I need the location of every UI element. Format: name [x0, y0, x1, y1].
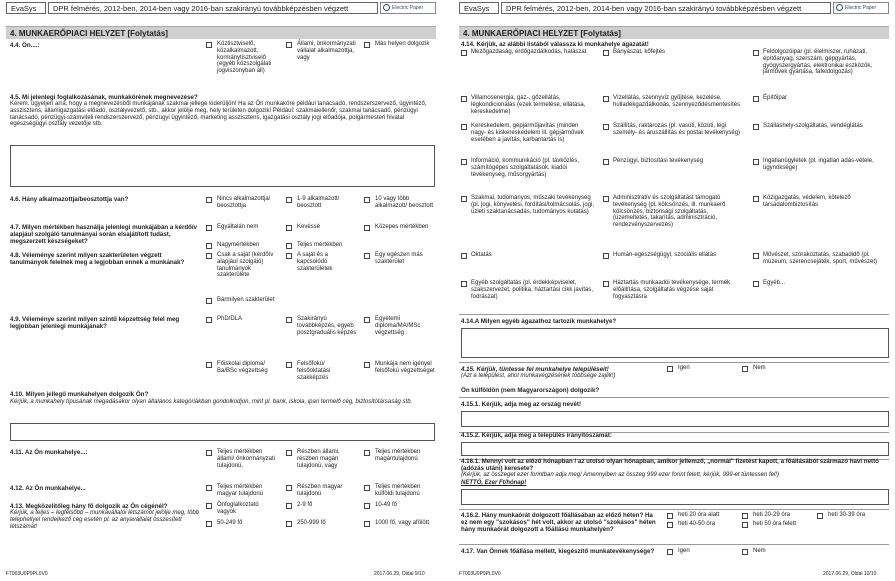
- divider: [459, 397, 889, 398]
- checkbox[interactable]: [667, 366, 673, 372]
- option-label: Teljes mértékben külföldi tulajdonú: [375, 484, 421, 497]
- section-heading: 4. MUNKAERŐPIACI HELYZET [Folytatás]: [459, 26, 889, 39]
- checkbox[interactable]: [206, 521, 212, 527]
- option-label: Vízellátás, szennyvíz gyűjtése, kezelése, hulladékgazdálkodás, szennyeződésmentesítés: [613, 95, 741, 108]
- checkbox[interactable]: [286, 362, 292, 368]
- question-4-13: 4.13. Megközelítőleg hány fő dolgozik az Ön cégénél?: [10, 503, 168, 510]
- question-4-10: 4.10. Milyen jellegű munkahelyen dolgozik Ön?: [10, 391, 149, 398]
- option-label: Egyéb...: [763, 280, 786, 286]
- checkbox[interactable]: [461, 159, 467, 165]
- checkbox[interactable]: [206, 362, 212, 368]
- option-label: Adminisztratív és szolgáltatást támogató tevékenység (pl. kölcsönzés, ill. munkaerő kölcsönzés, biztonsági szolgáltatás, (üzemeltetés, takarítás, adminisztráció, rendezvényszervezés): [613, 195, 726, 229]
- checkbox[interactable]: [206, 243, 212, 249]
- checkbox[interactable]: [286, 197, 292, 203]
- option-label: Egyáltalán nem: [217, 224, 259, 230]
- checkbox[interactable]: [206, 197, 212, 203]
- checkbox[interactable]: [206, 317, 212, 323]
- option-label: Teljes mértékben magyar tulajdonú: [217, 484, 264, 497]
- option-label: 250-999 fő: [297, 520, 326, 526]
- salary-input[interactable]: [461, 489, 889, 505]
- option-label: Más helyen dolgozik: [375, 41, 430, 47]
- divider: [459, 314, 889, 315]
- question-4-9: 4.9. Véleménye szerint milyen szintű képzettség felel meg legjobban jelenlegi munkájának?: [10, 316, 180, 330]
- question-4-15-sub: Ön külföldön (nem Magyarországon) dolgozik?: [461, 387, 600, 394]
- postcode-input[interactable]: [461, 442, 889, 456]
- checkbox[interactable]: [364, 317, 370, 323]
- option-label: Munkája nem igényel felsőfokú végzettséget: [375, 361, 435, 374]
- option-label: Főiskolai diploma/ Ba/BSc végzettség: [217, 361, 268, 374]
- checkbox[interactable]: [206, 225, 212, 231]
- question-4-15-1: 4.15.1. Kérjük, adja meg az ország nevét!: [461, 401, 582, 408]
- checkbox[interactable]: [753, 96, 759, 102]
- option-label: 10 vagy több alkalmazott/ beosztott: [375, 196, 434, 209]
- checkbox[interactable]: [286, 253, 292, 259]
- option-label: Csak a saját (kérdőív alapjául szolgáló) tanulmányok szakterülete: [217, 252, 274, 279]
- option-label: Információ, kommunikáció (pl. távközlés, számítógépes szolgáltatások, kiadói tevékenység, műsorgyártás): [471, 158, 580, 178]
- checkbox[interactable]: [364, 42, 370, 48]
- option-label: heti 50 óra felett: [753, 521, 797, 527]
- option-label: Szálláshely-szolgáltatás, vendéglátás: [763, 123, 863, 129]
- question-4-14-a: 4.14.A Milyen egyéb ágazathoz tartozik munkahelye?: [461, 318, 617, 325]
- checkbox[interactable]: [742, 522, 748, 528]
- option-label: Egyetemi diploma/MA/MSc végzettség: [375, 316, 421, 336]
- option-label: Nem: [753, 548, 766, 554]
- checkbox[interactable]: [742, 366, 748, 372]
- answer-text-box[interactable]: [461, 328, 889, 358]
- option-label: 50-249 fő: [217, 520, 243, 526]
- survey-title: DPR felmérés, 2012-ben, 2014-ben vagy 2016-ban szakirányú továbbképzésben végzett: [501, 2, 831, 14]
- checkbox[interactable]: [461, 196, 467, 202]
- checkbox[interactable]: [753, 50, 759, 56]
- option-label: Nagymértékben: [217, 242, 260, 248]
- footer-date: 2017.06.29, Oldal 10/10: [823, 571, 877, 577]
- checkbox[interactable]: [603, 159, 609, 165]
- answer-text-box[interactable]: [10, 145, 435, 187]
- question-4-4: 4.4. Ön....:: [10, 42, 40, 49]
- option-label: heti 30-39 óra: [828, 512, 866, 518]
- answer-text-box[interactable]: [10, 423, 435, 441]
- checkbox[interactable]: [286, 317, 292, 323]
- checkbox[interactable]: [603, 50, 609, 56]
- checkbox[interactable]: [742, 513, 748, 519]
- checkbox[interactable]: [753, 281, 759, 287]
- question-4-6: 4.6. Hány alkalmazottja/beosztottja van?: [10, 196, 129, 203]
- checkbox[interactable]: [364, 225, 370, 231]
- option-label: Köztisztviselő, közalkalmazott, kormánytisztviselő (egyéb közszolgálati jogviszonyban áll): [217, 41, 272, 75]
- question-4-8: 4.8. Véleménye szerint milyen szakterületen végzett tanulmányok felelnek meg a legjobban ennek a munkának?: [10, 252, 185, 266]
- option-label: Szakirányú továbbképzés, egyéb posztgraduális képzés: [297, 316, 357, 336]
- logo-text: Electric Paper: [392, 4, 424, 11]
- logo: [833, 2, 889, 14]
- checkbox[interactable]: [206, 298, 212, 304]
- option-label: 1-9 alkalmazott/ beosztott: [297, 196, 340, 209]
- checkbox[interactable]: [461, 50, 467, 56]
- question-4-11: 4.11. Az Ön munkahelye...:: [10, 449, 88, 456]
- question-4-17: 4.17. Van Önnek főállása mellett, kiegészítő munkatevékenysége?: [461, 548, 655, 555]
- option-label: 2-9 fő: [297, 502, 313, 508]
- checkbox[interactable]: [206, 42, 212, 48]
- option-label: 1000 fő, vagy afölött: [375, 520, 430, 526]
- question-help: (Azt a települést, ahol munkavégzésének többsége zajlik!): [461, 373, 616, 379]
- checkbox[interactable]: [461, 281, 467, 287]
- option-label: Ingatlanügyletek (pl. ingatlan adás-vétele, ügynöksége): [763, 158, 874, 171]
- option-label: Közigazgatás, védelem, kötelező társadalombiztosítás: [763, 195, 851, 208]
- option-label: Közepes mértékben: [375, 224, 429, 230]
- footer-code: F7003U0P9PL0V0: [6, 571, 48, 577]
- option-label: Mezőgazdaság, erdőgazdálkodás, halászat: [471, 49, 587, 55]
- divider: [459, 544, 889, 545]
- checkbox[interactable]: [364, 253, 370, 259]
- checkbox[interactable]: [286, 485, 292, 491]
- checkbox[interactable]: [461, 253, 467, 259]
- option-label: Kereskedelem, gépjárműjavítás (minden nagy- és kiskereskedelem ill. gépjárművek esetében a javítás, karbantartás is): [471, 123, 584, 143]
- option-label: Építőipar: [763, 95, 788, 101]
- checkbox[interactable]: [286, 521, 292, 527]
- option-label: Egyéb szolgáltatás (pl. érdekképviselet, szakszervezet, politika, háztartási cikk javítás, fodrászat): [471, 280, 594, 300]
- checkbox[interactable]: [817, 513, 823, 519]
- option-label: heti 20 óra alatt: [678, 512, 720, 518]
- checkbox[interactable]: [753, 253, 759, 259]
- checkbox[interactable]: [603, 253, 609, 259]
- option-label: Felsőfokú/ felsőoktatási szakképzés: [297, 361, 331, 381]
- question-help: (Kérjük, az összeget ezer forintban adja meg! Amennyiben az összeg 999 ezer forint felett, kérjük, 999-et tüntessen fel!): [461, 472, 779, 478]
- divider: [459, 362, 889, 363]
- option-label: Egy egészen más szakterület: [375, 252, 423, 265]
- checkbox[interactable]: [286, 243, 292, 249]
- option-label: Pénzügyi, biztosítási tevékenység: [613, 158, 704, 164]
- checkbox[interactable]: [603, 196, 609, 202]
- option-label: Háztartás munkaadói tevékenysége, termék előállítása, szolgáltatás végzése saját fogyasztásra: [613, 280, 731, 300]
- option-label: Művészet, szórakoztatás, szabadidő (pl. múzeum, szerencsejáték, sport, művészet): [763, 252, 878, 265]
- logo-icon: [836, 4, 843, 11]
- question-4-16-2: 4.16.2. Hány munkaórát dolgozott főállásában az előző héten? Ha ez nem egy "szokásos" hét volt, akkor az utolsó "szokásos" héten hány munkaórát dolgozott a főállású munkahelyén?: [461, 512, 656, 533]
- question-help: Kérjük, a teljes – legfelsőbb – munkavállalói létszámot jelölje meg, több telephellyel rendelkező cég esetén pl. az anyavállalat összesített létszámát!: [10, 510, 200, 530]
- option-label: Nem: [753, 365, 766, 371]
- checkbox[interactable]: [206, 503, 212, 509]
- checkbox[interactable]: [603, 281, 609, 287]
- option-label: Részben állami, részben magán tulajdonú, vagy: [297, 449, 340, 469]
- checkbox[interactable]: [742, 549, 748, 555]
- option-label: Oktatás: [471, 252, 492, 258]
- unit-note: NETTÓ, Ezer Ft/hónap!: [461, 480, 527, 486]
- option-label: Igen: [678, 365, 690, 371]
- question-4-5: 4.5. Mi jelenlegi foglalkozásának, munkakörének megnevezése?: [10, 94, 198, 101]
- page-right: [455, 0, 893, 581]
- section-heading: 4. MUNKAERŐPIACI HELYZET [Folytatás]: [6, 26, 436, 39]
- option-label: PhD/DLA: [217, 316, 243, 322]
- country-input[interactable]: [461, 411, 889, 427]
- checkbox[interactable]: [667, 513, 673, 519]
- logo: [380, 2, 436, 14]
- option-label: Villamosenergia, gáz-, gőzellátás, légkondicionálás (ezek termelése, ellátása, kereskedelme): [471, 95, 586, 115]
- checkbox[interactable]: [364, 485, 370, 491]
- app-name: EvaSys: [6, 2, 46, 14]
- checkbox[interactable]: [364, 450, 370, 456]
- checkbox[interactable]: [753, 124, 759, 130]
- checkbox[interactable]: [364, 197, 370, 203]
- question-help: Kérem, ügyeljen arra, hogy a megnevezésből munkájának szakmai jellege kiderüljön! Ha az Ön munkaköre például tanácsadó, rendszerszervező, ügyintéző, asszisztens, államigazgatási előadó, osztályvezető, stb., akkor jelölje meg, hely területen dolgozik! Például: szakmaiellenőr, szakmai tanácsadó, pénzügyi tanácsadó, pénzügyi-számviteli rendszerszervező, pénzügyi ügyintéző, marketing asszisztens, igazgatási osztály jogi előadója, polgármesteri hivatal egészségügyi osztály vezetője stb.: [10, 101, 427, 128]
- option-label: Teljes mértékben állami/ önkormányzati tulajdonú,: [217, 449, 276, 469]
- option-label: Kevéssé: [297, 224, 321, 230]
- checkbox[interactable]: [364, 521, 370, 527]
- option-label: Igen: [678, 548, 690, 554]
- checkbox[interactable]: [286, 42, 292, 48]
- checkbox[interactable]: [603, 124, 609, 130]
- checkbox[interactable]: [206, 253, 212, 259]
- survey-title: DPR felmérés, 2012-ben, 2014-ben vagy 2016-ban szakirányú továbbképzésben végzett: [48, 2, 378, 14]
- checkbox[interactable]: [461, 96, 467, 102]
- option-label: Szállítás, raktározás (pl. vasúti, közúti, légi személy- és áruszállítás és postai tevékenység): [613, 123, 741, 136]
- option-label: heti 20-29 óra: [753, 512, 791, 518]
- checkbox[interactable]: [753, 159, 759, 165]
- question-4-16-1: 4.16.1. Mennyi volt az előző hónapban / az utolsó olyan hónapban, amikor jellemző, „normál" fizetést kapott, a főállásából származó havi nettó (adózás utáni) keresete?: [461, 458, 879, 472]
- question-4-7: 4.7. Milyen mértékben használja jelenlegi munkájában a kérdőív alapjául szolgáló tanulmányai során elsajátított tudást, megszerzett készségeket?: [10, 224, 198, 245]
- logo-icon: [383, 4, 390, 11]
- option-label: heti 40-50 óra: [678, 521, 716, 527]
- option-label: A saját és a kapcsolódó szakterületek: [297, 252, 333, 272]
- checkbox[interactable]: [667, 522, 673, 528]
- divider: [459, 509, 889, 510]
- option-label: Bármilyen szakterület: [217, 297, 275, 303]
- logo-text: Electric Paper: [845, 4, 877, 11]
- option-label: Részben magyar tulajdonú: [297, 484, 343, 497]
- option-label: 10-49 fő: [375, 502, 398, 508]
- option-label: Önfoglalkoztató vagyok: [217, 502, 259, 515]
- question-4-15: 4.15. Kérjük, tüntesse fel munkahelye településeit!: [461, 366, 609, 373]
- checkbox[interactable]: [286, 503, 292, 509]
- checkbox[interactable]: [286, 225, 292, 231]
- checkbox[interactable]: [364, 362, 370, 368]
- checkbox[interactable]: [667, 549, 673, 555]
- checkbox[interactable]: [753, 196, 759, 202]
- option-label: Humán-egészségügyi, szociális ellátás: [613, 252, 717, 258]
- checkbox[interactable]: [206, 450, 212, 456]
- question-4-12: 4.12. Az Ön munkahelye...: [10, 485, 86, 492]
- option-label: Szakmai, tudományos, műszaki tevékenység (pl. jogi, könyvelési, fordítási/tolmácsolás, jogi, üzleti szaktanácsadás, tudományos kutatás): [471, 195, 595, 215]
- app-name: EvaSys: [459, 2, 499, 14]
- footer-date: 2017.06.29, Oldal 9/10: [374, 571, 425, 577]
- option-label: Nincs alkalmazottja/ beosztottja: [217, 196, 271, 209]
- option-label: Teljes mértékben magántulajdonú: [375, 449, 421, 462]
- option-label: Teljes mértékben: [297, 242, 343, 248]
- option-label: Feldolgozóipar (pl. élelmiszer, ruházati, építőanyag, szerszám, gépgyártás, gyógyszergyártás, elektronikai eszközök, járművek gyártása, fafeldolgozás): [763, 49, 873, 76]
- checkbox[interactable]: [461, 124, 467, 130]
- checkbox[interactable]: [206, 485, 212, 491]
- option-label: Állami, önkormányzati vállalat alkalmazottja, vagy: [297, 41, 356, 61]
- question-4-15-2: 4.15.2. Kérjük, adja meg a település irányítószámát:: [461, 432, 612, 439]
- footer-code: F7003U0P9PL0V0: [459, 571, 501, 577]
- page-left: [2, 0, 440, 581]
- checkbox[interactable]: [603, 96, 609, 102]
- option-label: Bányászat, kőfejtés: [613, 49, 666, 55]
- question-help: Kérjük, a munkahely típusának megadásakor olyan általános kategóriákban gondolkodjon, mint pl. bank, iskola, ipari termelő cég, biztosítótársaság stb.: [10, 399, 413, 405]
- checkbox[interactable]: [286, 450, 292, 456]
- question-4-14: 4.14. Kérjük, az alábbi listából válassza ki munkahelye ágazatát!: [461, 41, 649, 48]
- checkbox[interactable]: [364, 503, 370, 509]
